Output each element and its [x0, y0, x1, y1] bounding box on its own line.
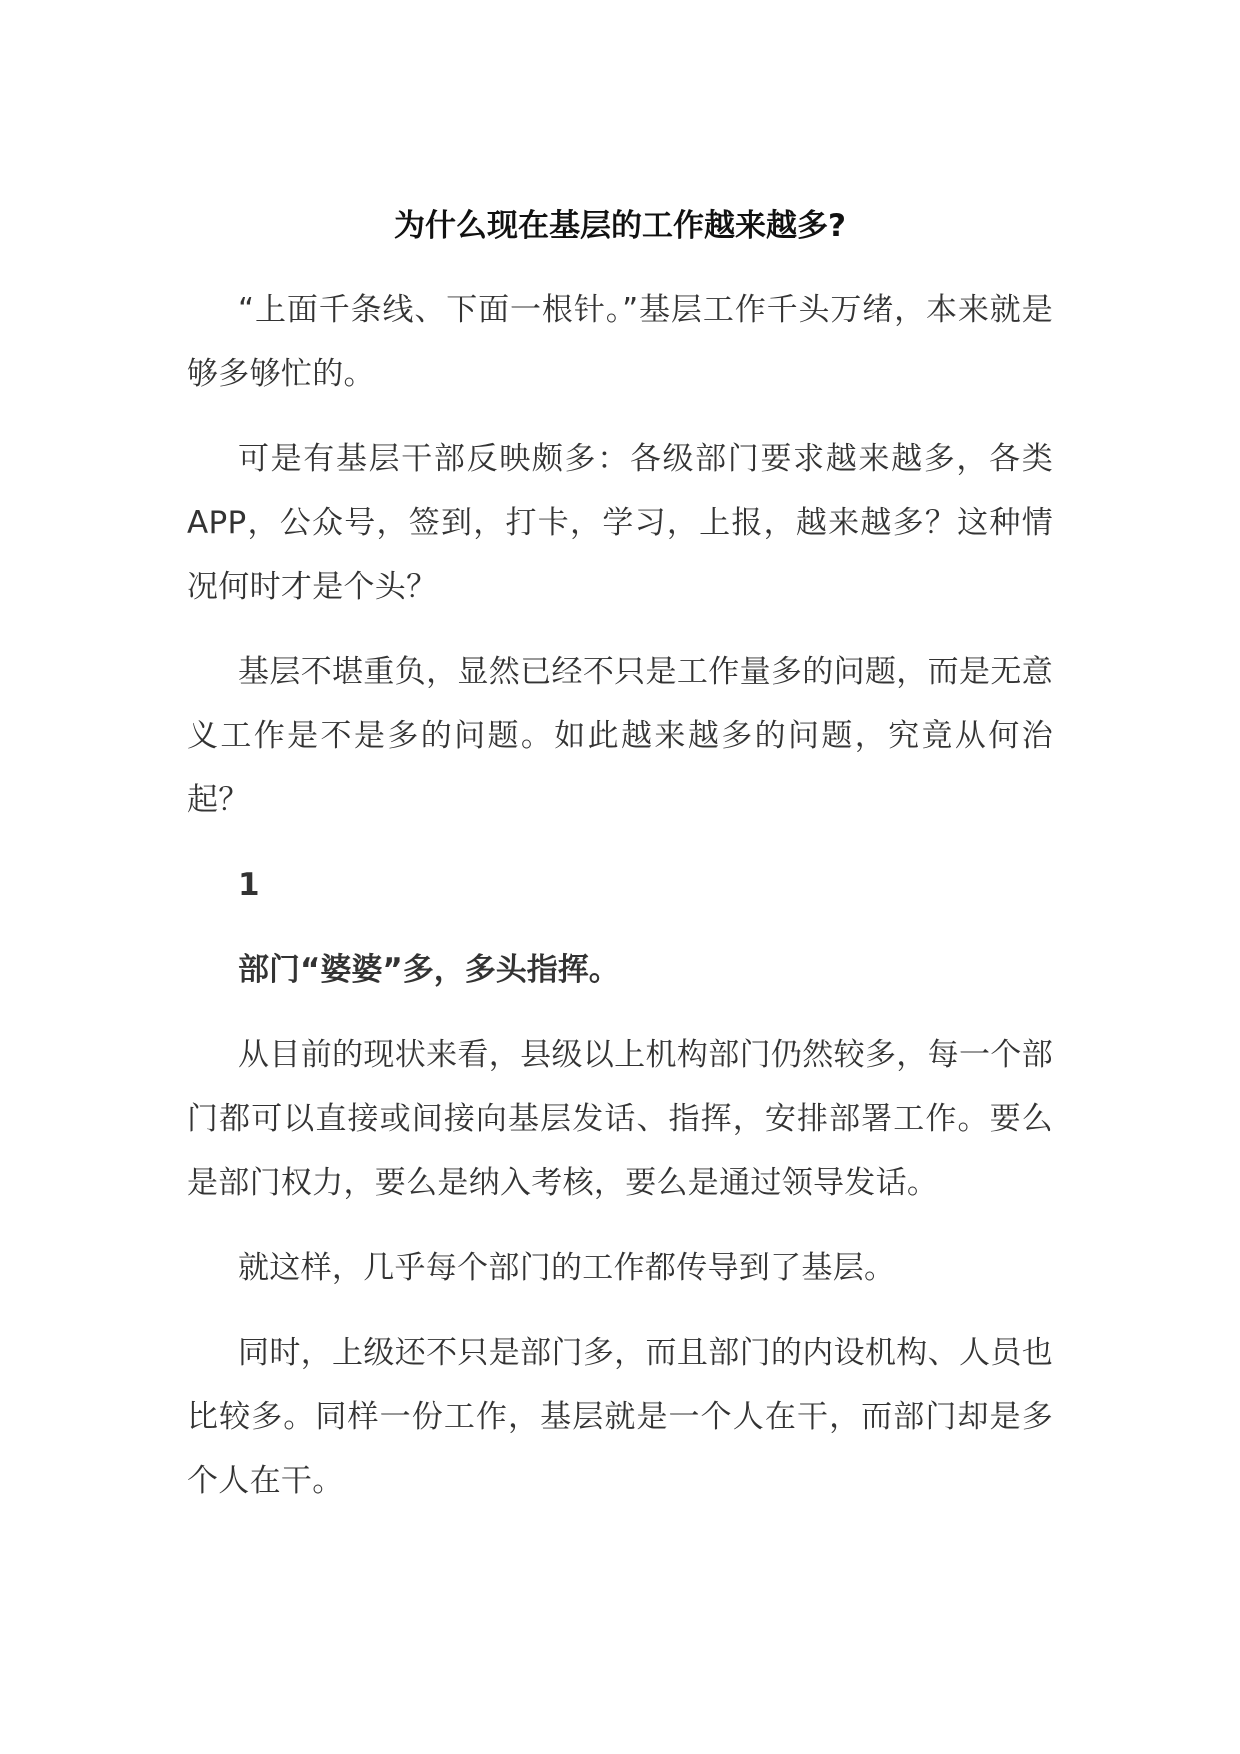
section-heading: 部门“婆婆”多，多头指挥。	[238, 952, 620, 988]
document-title: 为什么现在基层的工作越来越多?	[394, 208, 846, 244]
paragraph-6: 同时，上级还不只是部门多，而且部门的内设机构、人员也比较多。同样一份工作，基层就是一个人在干，而部门却是多个人在干。	[187, 1335, 1053, 1499]
paragraph-4: 从目前的现状来看，县级以上机构部门仍然较多，每一个部门都可以直接或间接向基层发话、指挥，安排部署工作。要么是部门权力，要么是纳入考核，要么是通过领导发话。	[187, 1037, 1053, 1201]
paragraph-2: 可是有基层干部反映颇多：各级部门要求越来越多，各类 APP，公众号，签到，打卡，学习，上报，越来越多？这种情况何时才是个头？	[187, 441, 1053, 605]
paragraph-5: 就这样，几乎每个部门的工作都传导到了基层。	[238, 1250, 896, 1286]
section-number: 1	[238, 867, 260, 903]
document-page	[187, 204, 1053, 1534]
paragraph-1: “上面千条线、下面一根针。”基层工作千头万绪，本来就是够多够忙的。	[187, 292, 1053, 392]
paragraph-3: 基层不堪重负，显然已经不只是工作量多的问题，而是无意义工作是不是多的问题。如此越来越多的问题，究竟从何治起？	[187, 654, 1053, 818]
